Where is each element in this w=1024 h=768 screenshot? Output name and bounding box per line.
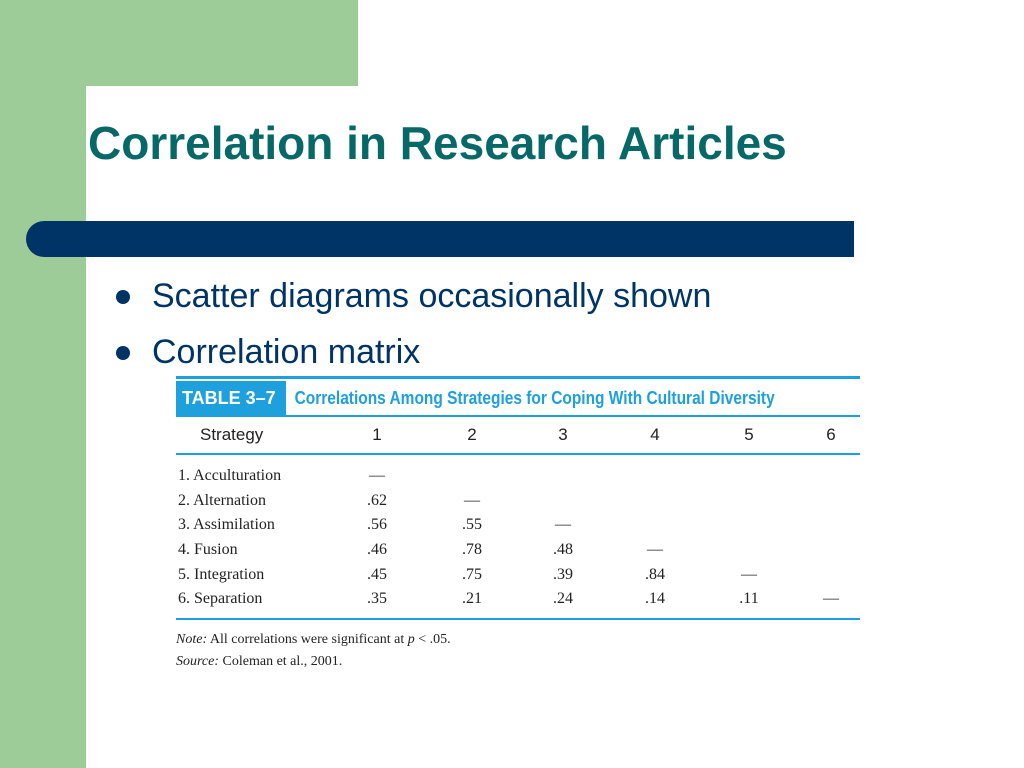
note-label: Note: (176, 631, 208, 647)
table-cell: .45 (367, 565, 387, 583)
table-row (176, 562, 860, 587)
table-cell: .24 (553, 590, 573, 608)
table-row (176, 489, 860, 514)
table-cell: .78 (462, 541, 482, 559)
bullet-dot-icon (116, 346, 130, 360)
table-cell: .55 (462, 516, 482, 534)
table-row (176, 538, 860, 563)
column-header: 4 (650, 425, 660, 444)
table-cell: 2. Alternation (178, 491, 266, 509)
table-cell: .84 (645, 565, 665, 583)
table-cell (512, 464, 614, 489)
table-cell: 3. Assimilation (178, 516, 275, 534)
table-cell (696, 489, 802, 514)
note-p-symbol: p (407, 631, 415, 647)
table-cell: — (823, 590, 839, 608)
table-cell: — (464, 491, 480, 509)
table-source (176, 651, 860, 673)
table-header-row (176, 417, 860, 453)
table-cell: .56 (367, 516, 387, 534)
table-cell (512, 489, 614, 514)
table-title-row (176, 381, 860, 415)
table-cell (696, 464, 802, 489)
table-cell (802, 513, 860, 538)
table-cell (614, 513, 696, 538)
column-header: 6 (826, 425, 836, 444)
green-left-band (0, 0, 86, 768)
table-notes (176, 629, 860, 673)
bullet-list (116, 272, 711, 384)
table-cell (614, 464, 696, 489)
title-underline-bar (26, 221, 854, 257)
column-header: 5 (744, 425, 754, 444)
column-header: 1 (372, 425, 382, 444)
table-cell: .62 (367, 491, 387, 509)
table-cell: .14 (645, 590, 665, 608)
bullet-item (116, 272, 711, 328)
table-cell: — (741, 565, 757, 583)
table-row (176, 464, 860, 489)
table-cell: .21 (462, 590, 482, 608)
table-cell (432, 464, 512, 489)
correlation-table-figure (176, 376, 860, 673)
table-cell (696, 538, 802, 563)
note-text: All correlations were significant at (207, 631, 408, 647)
table-row (176, 587, 860, 612)
bullet-text: Scatter diagrams occasionally shown (152, 277, 712, 315)
table-cell: .35 (367, 590, 387, 608)
spacer-row (176, 455, 860, 464)
table-cell: .46 (367, 541, 387, 559)
table-cell: — (369, 467, 385, 485)
source-text: Coleman et al., 2001. (219, 653, 343, 669)
table-cell (696, 513, 802, 538)
table-caption: Correlations Among Strategies for Coping With Cultural Diversity (294, 387, 775, 408)
table-bottom-rule (176, 618, 860, 620)
column-header: 3 (558, 425, 568, 444)
table-cell: .75 (462, 565, 482, 583)
table-cell (802, 562, 860, 587)
table-cell (802, 464, 860, 489)
table-cell (802, 538, 860, 563)
source-label: Source: (176, 653, 220, 669)
table-cell (614, 489, 696, 514)
column-header: Strategy (200, 425, 264, 444)
table-cell (802, 489, 860, 514)
column-header: 2 (467, 425, 477, 444)
slide-title: Correlation in Research Articles (88, 117, 787, 169)
table-label: TABLE 3–7 (176, 381, 286, 415)
correlation-matrix (176, 417, 860, 612)
table-cell: 1. Acculturation (178, 467, 282, 485)
table-cell: 5. Integration (178, 565, 265, 583)
table-top-rule (176, 376, 860, 379)
table-cell: 4. Fusion (178, 541, 238, 559)
table-note (176, 629, 860, 651)
table-cell: 6. Separation (178, 590, 263, 608)
bullet-dot-icon (116, 290, 130, 304)
table-cell: .48 (553, 541, 573, 559)
table-cell: .39 (553, 565, 573, 583)
note-threshold: < .05. (414, 631, 451, 647)
table-row (176, 513, 860, 538)
table-cell: — (647, 541, 663, 559)
table-cell: .11 (739, 590, 759, 608)
bullet-text: Correlation matrix (152, 333, 421, 371)
table-cell: — (555, 516, 571, 534)
